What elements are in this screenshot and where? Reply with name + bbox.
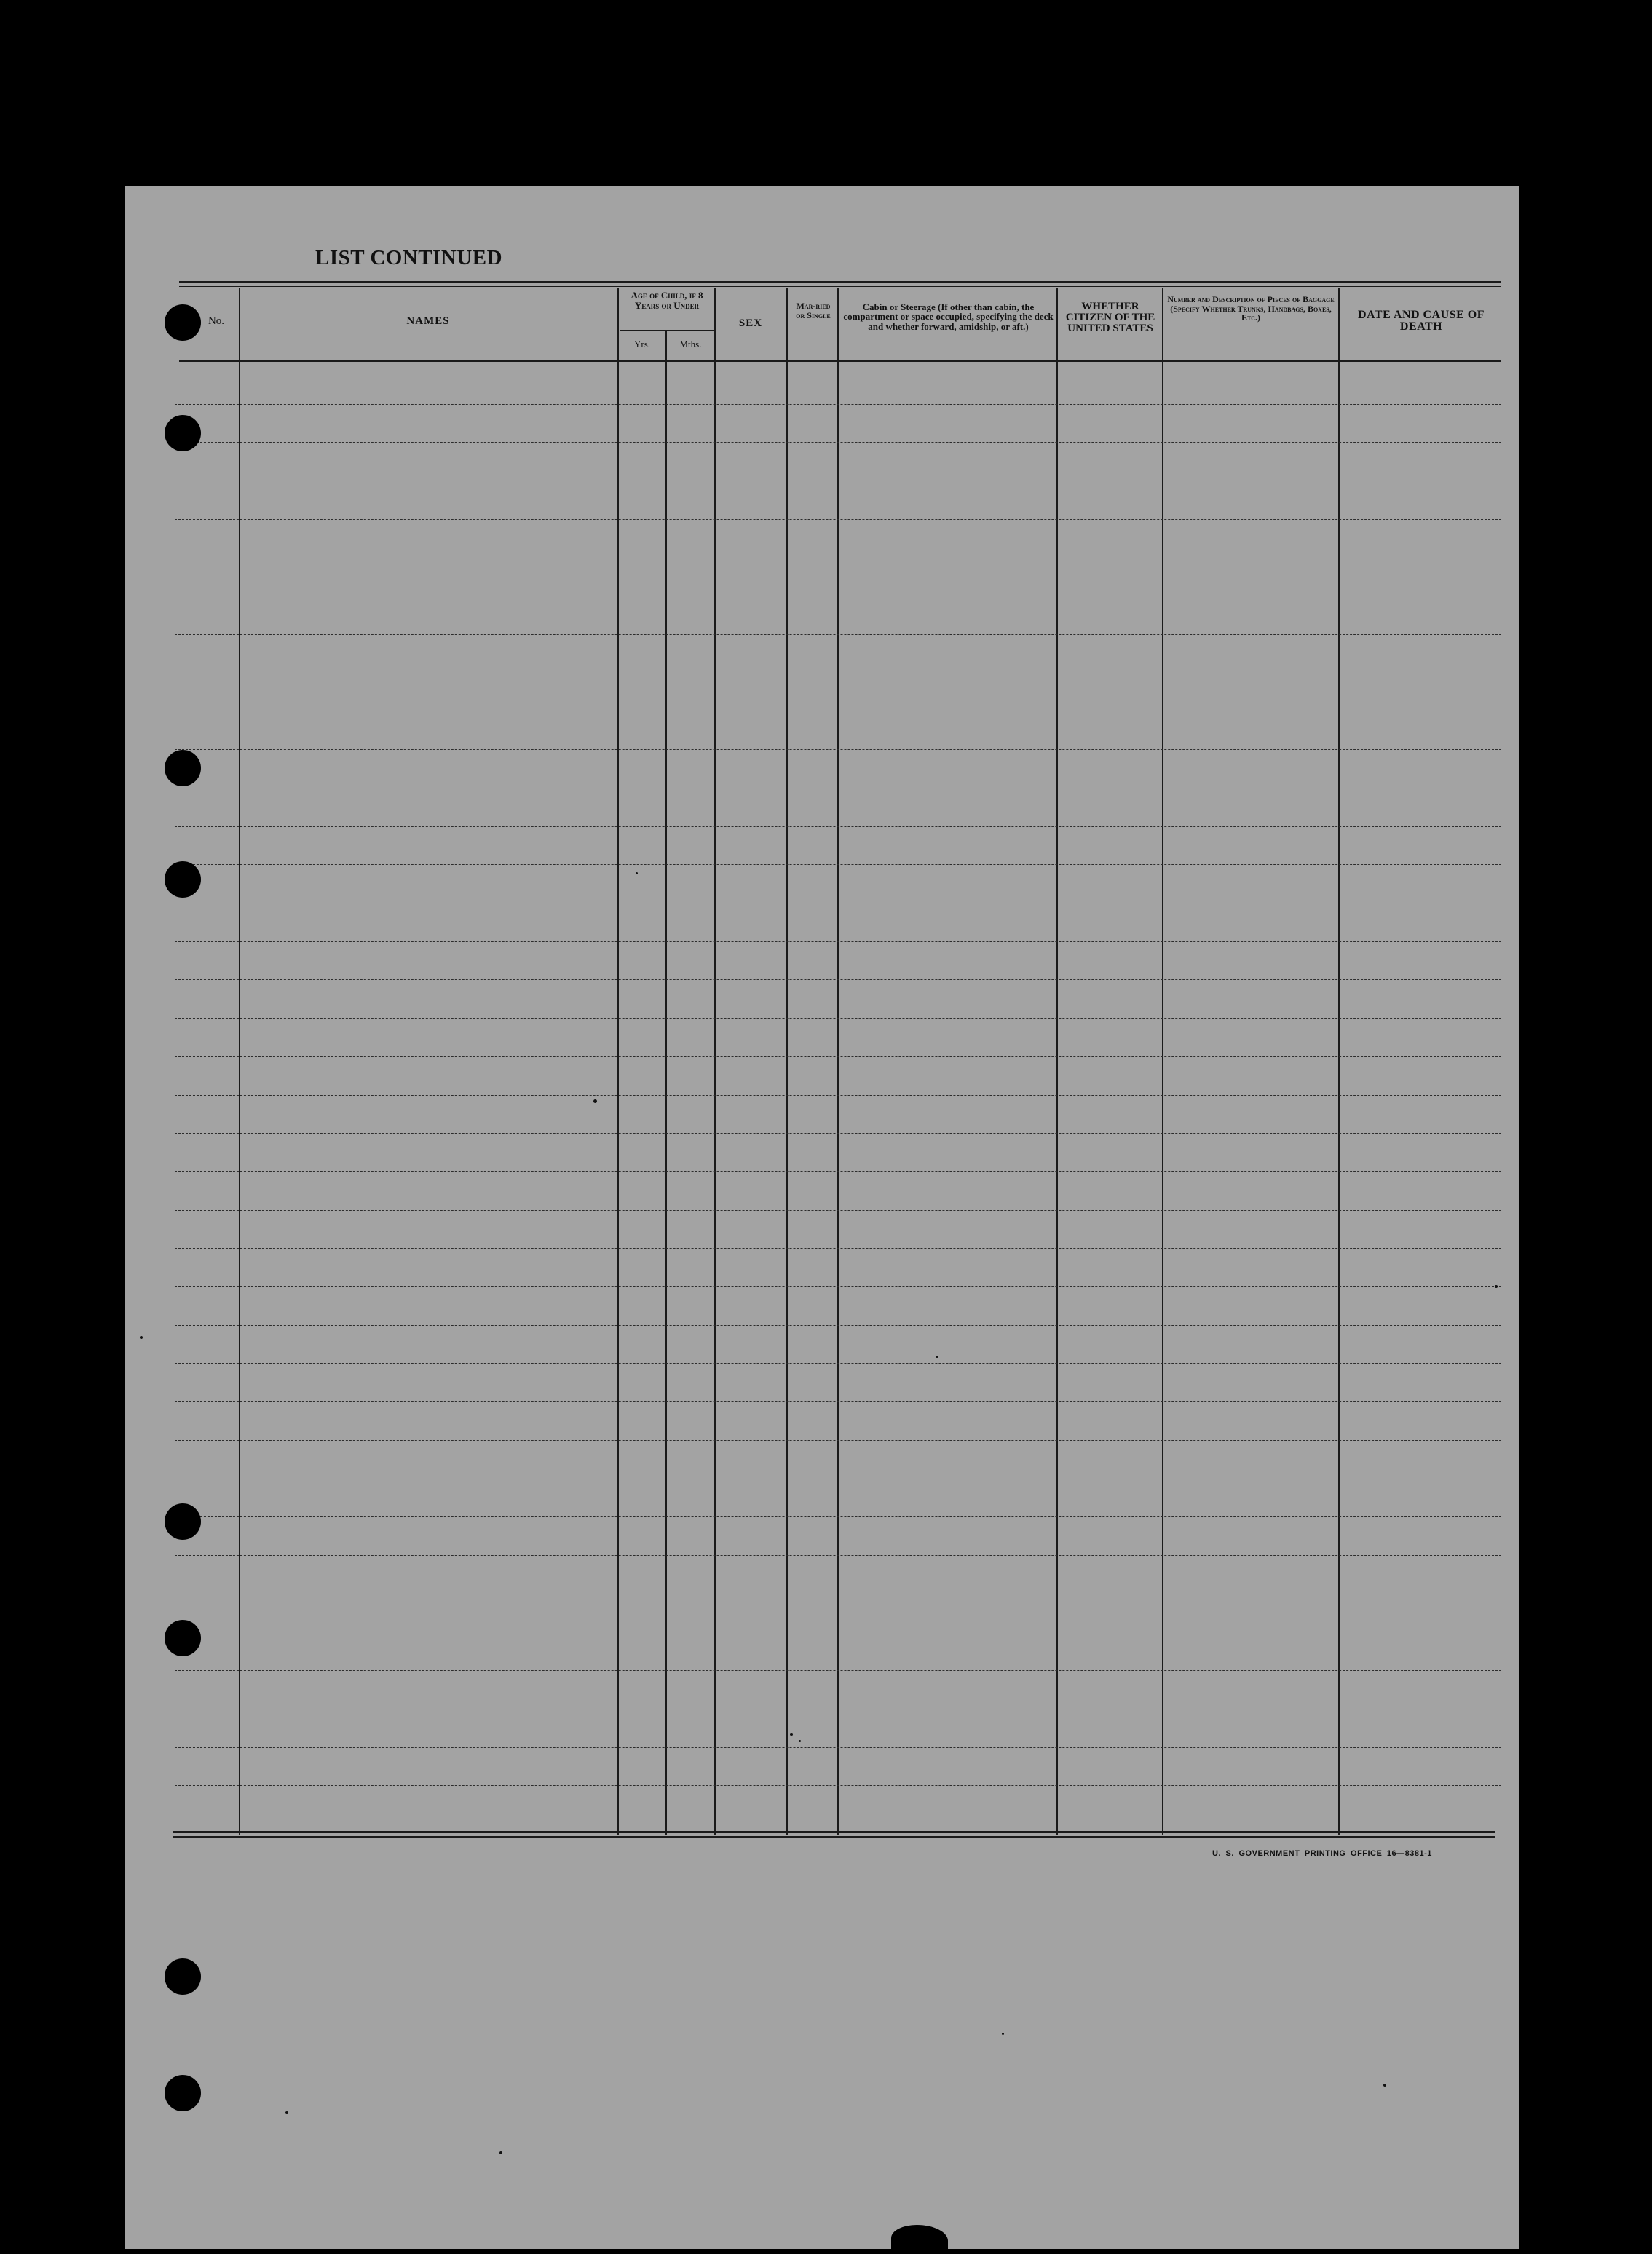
table-row — [175, 1210, 1501, 1211]
table-row — [175, 1286, 1501, 1287]
ink-speck — [790, 1733, 793, 1736]
table-row — [175, 1095, 1501, 1096]
col-divider-yrs — [665, 331, 667, 1835]
table-row — [175, 826, 1501, 827]
table-row — [175, 864, 1501, 865]
ink-speck — [285, 2111, 288, 2114]
page-edge-tear — [891, 2225, 948, 2254]
table-row — [175, 1248, 1501, 1249]
table-row — [175, 1171, 1501, 1172]
page-title: LIST CONTINUED — [315, 246, 503, 269]
punch-hole — [165, 750, 201, 786]
table-row — [175, 749, 1501, 750]
ink-speck — [593, 1099, 597, 1103]
table-row — [175, 1440, 1501, 1441]
header-no: No. — [208, 315, 225, 327]
table-row — [175, 1670, 1501, 1671]
table-row — [175, 442, 1501, 443]
punch-hole — [165, 1958, 201, 1995]
table-row — [175, 519, 1501, 520]
header-baggage: Number and Description of Pieces of Baggage (Specify Whether Trunks, Handbags, Boxes, Etc.) — [1167, 294, 1335, 323]
table-row — [175, 634, 1501, 635]
punch-hole — [165, 1503, 201, 1540]
header-married-single: Mar-ried or Single — [796, 301, 831, 320]
table-row — [175, 1325, 1501, 1326]
table-bottom-rule — [173, 1831, 1495, 1833]
header-bottom-rule — [179, 360, 1501, 362]
punch-hole — [165, 415, 201, 451]
table-row — [175, 979, 1501, 980]
table-row — [175, 941, 1501, 942]
table-row — [175, 1056, 1501, 1057]
table-row — [175, 1747, 1501, 1748]
ink-speck — [799, 1740, 801, 1742]
table-row — [175, 404, 1501, 405]
table-row — [175, 1363, 1501, 1364]
header-age-yrs: Yrs. — [633, 339, 651, 349]
header-age-mths: Mths. — [679, 339, 702, 349]
header-sex: SEX — [738, 317, 763, 329]
ink-speck — [1495, 1285, 1498, 1288]
header-cabin-steerage: Cabin or Steerage (If other than cabin, the compartment or space occupied, specifying the deck and whether forward, amidship, or aft.) — [843, 301, 1054, 332]
ink-speck — [636, 872, 638, 874]
table-bottom-rule-2 — [173, 1836, 1495, 1838]
header-names: NAMES — [406, 315, 450, 327]
header-age-of-child: Age of Child, if 8 Years or Under — [631, 290, 703, 311]
punch-hole — [165, 861, 201, 898]
table-row — [175, 1516, 1501, 1517]
ink-speck — [1383, 2084, 1386, 2087]
punch-hole — [165, 1620, 201, 1656]
header-citizen: WHETHER CITIZEN OF THE UNITED STATES — [1065, 301, 1155, 334]
ink-speck — [499, 2151, 502, 2154]
table-row — [175, 1555, 1501, 1556]
age-subheader-rule — [620, 330, 714, 331]
printing-office-imprint: U. S. GOVERNMENT PRINTING OFFICE 16—8381-1 — [1212, 1849, 1432, 1858]
ink-speck — [140, 1336, 143, 1339]
ink-speck — [936, 1356, 938, 1358]
ink-speck — [1002, 2033, 1004, 2035]
table-row — [175, 1133, 1501, 1134]
table-row — [175, 1018, 1501, 1019]
table-row — [175, 1401, 1501, 1402]
punch-hole — [165, 304, 201, 341]
header-date-cause-death: DATE AND CAUSE OF DEATH — [1358, 309, 1485, 333]
table-row — [175, 1785, 1501, 1786]
punch-hole — [165, 2075, 201, 2111]
